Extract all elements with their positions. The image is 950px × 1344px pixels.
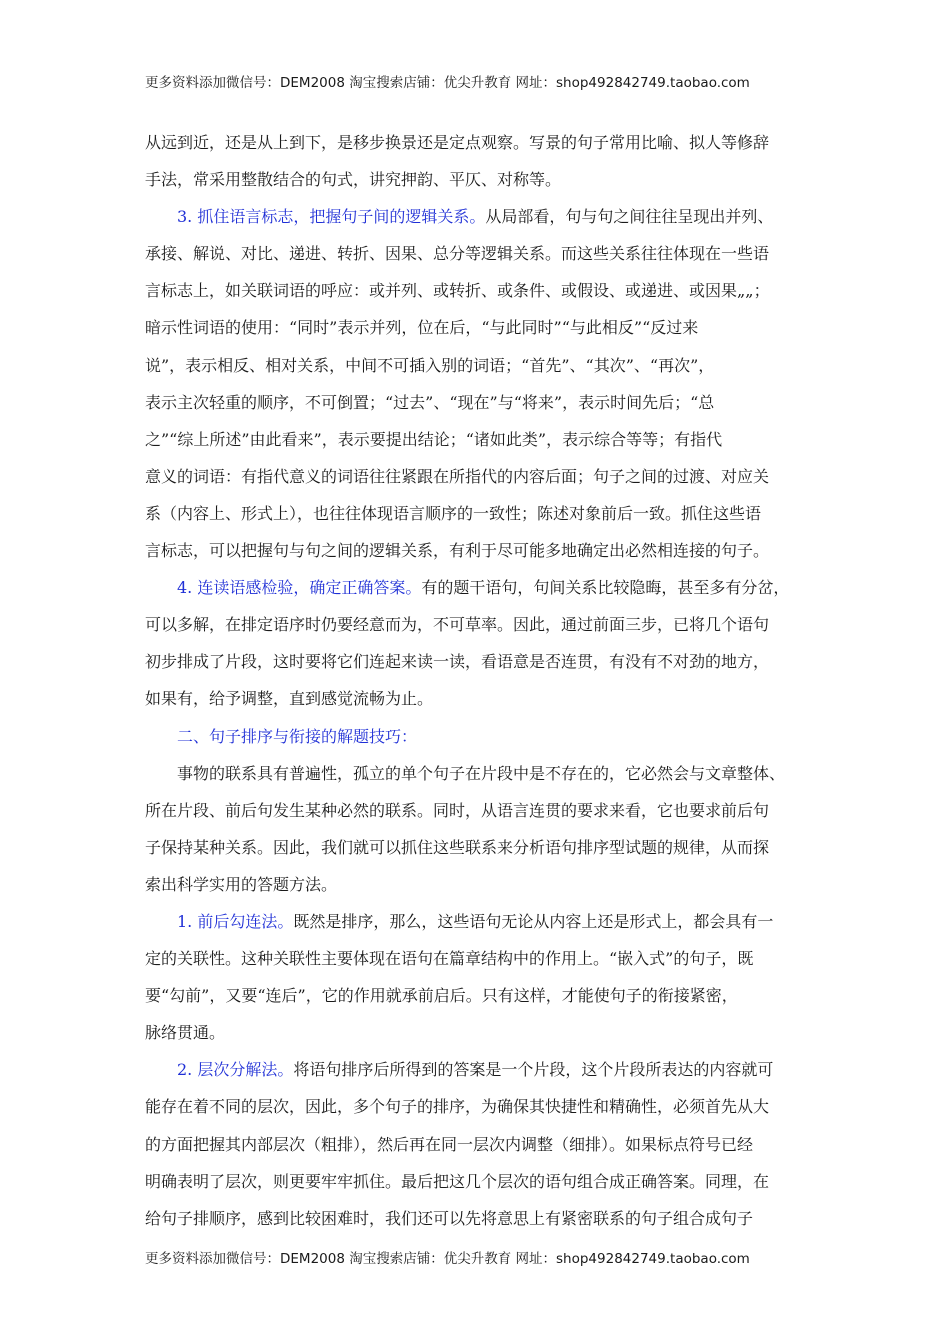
line-text: 能存在着不同的层次，因此，多个句子的排序，为确保其快捷性和精确性，必须首先从大: [145, 1097, 770, 1117]
text-line: [145, 384, 807, 421]
text-line: [145, 1014, 807, 1051]
section-heading: 4. 连读语感检验，确定正确答案。: [177, 578, 422, 598]
line-text: 说”，表示相反、相对关系，中间不可插入别的词语；“首先”、“其次”、“再次”，: [145, 355, 715, 375]
text-line: [145, 309, 807, 346]
text-line: [145, 532, 807, 569]
text-line: [145, 755, 807, 792]
line-text: 明确表明了层次，则更要牢牢抓住。最后把这几个层次的语句组合成正确答案。同理，在: [145, 1171, 770, 1191]
section-heading: 1. 前后勾连法。: [177, 911, 294, 931]
line-text: 意义的词语：有指代意义的词语往往紧跟在所指代的内容后面；句子之间的过渡、对应关: [145, 466, 770, 486]
line-text: 从远到近，还是从上到下，是移步换景还是定点观察。写景的句子常用比喻、拟人等修辞: [145, 133, 770, 152]
text-line: [145, 198, 807, 235]
line-text: 既然是排序，那么，这些语句无论从内容上还是形式上，都会具有一: [293, 911, 774, 931]
line-text: 有的题干语句，句间关系比较隐晦，甚至多有分岔，: [421, 578, 790, 598]
text-line: [145, 1200, 807, 1237]
line-text: 所在片段、前后句发生某种必然的联系。同时，从语言连贯的要求来看，它也要求前后句: [145, 800, 770, 820]
text-line: [145, 347, 807, 384]
line-text: 表示主次轻重的顺序，不可倒置；“过去”、“现在”与“将来”，表示时间先后；“总: [145, 392, 715, 412]
text-line: [145, 124, 807, 161]
text-line: [145, 569, 807, 606]
line-text: 如果有，给予调整，直到感觉流畅为止。: [145, 689, 434, 709]
text-line: [145, 1088, 807, 1125]
text-line: [145, 272, 807, 309]
text-line: [145, 235, 807, 272]
text-line: [145, 718, 807, 755]
text-line: [145, 792, 807, 829]
text-line: [145, 680, 807, 717]
text-line: [145, 977, 807, 1014]
line-text: 系（内容上、形式上），也往往体现语言顺序的一致性；陈述对象前后一致。抓住这些语: [145, 503, 762, 523]
line-text: 言标志，可以把握句与句之间的逻辑关系，有利于尽可能多地确定出必然相连接的句子。: [145, 541, 770, 561]
line-text: 承接、解说、对比、递进、转折、因果、总分等逻辑关系。而这些关系往往体现在一些语: [145, 244, 770, 264]
line-text: 的方面把握其内部层次（粗排），然后再在同一层次内调整（细排）。如果标点符号已经: [145, 1134, 754, 1154]
text-line: [145, 1051, 807, 1088]
text-line: [145, 829, 807, 866]
text-line: [145, 1126, 807, 1163]
text-line: [145, 866, 807, 903]
section-heading: 二、句子排序与衔接的解题技巧：: [177, 726, 418, 746]
section-heading: 2. 层次分解法。: [177, 1060, 294, 1080]
line-text: 暗示性词语的使用：“同时”表示并列，位在后，“与此同时”“与此相反”“反过来: [145, 318, 699, 338]
line-text: 索出科学实用的答题方法。: [145, 874, 338, 894]
text-line: [145, 903, 807, 940]
text-line: [145, 1163, 807, 1200]
page-footer: 更多资料添加微信号：DEM2008 淘宝搜索店铺：优尖升教育 网址：shop492842749.taobao.com: [145, 1251, 750, 1267]
line-text: 给句子排顺序，感到比较困难时，我们还可以先将意思上有紧密联系的句子组合成句子: [145, 1208, 754, 1228]
line-text: 初步排成了片段，这时要将它们连起来读一读，看语意是否连贯，有没有不对劲的地方，: [145, 652, 770, 672]
page-header: 更多资料添加微信号：DEM2008 淘宝搜索店铺：优尖升教育 网址：shop492842749.taobao.com: [145, 75, 750, 91]
line-text: 将语句排序后所得到的答案是一个片段，这个片段所表达的内容就可: [293, 1060, 774, 1080]
line-text: 之”“综上所述”由此看来”，表示要提出结论；“诸如此类”，表示综合等等；有指代: [145, 429, 723, 449]
text-line: [145, 421, 807, 458]
line-text: 定的关联性。这种关联性主要体现在语句在篇章结构中的作用上。“嵌入式”的句子，既: [145, 949, 754, 969]
line-text: 脉络贯通。: [145, 1023, 226, 1043]
text-line: [145, 606, 807, 643]
text-line: [145, 458, 807, 495]
line-text: 事物的联系具有普遍性，孤立的单个句子在片段中是不存在的，它必然会与文章整体、: [177, 763, 786, 783]
document-body: [145, 124, 807, 1237]
text-line: [145, 643, 807, 680]
line-text: 言标志上，如关联词语的呼应：或并列、或转折、或条件、或假设、或递进、或因果„„；: [145, 281, 770, 301]
text-line: [145, 495, 807, 532]
text-line: [145, 161, 807, 198]
line-text: 可以多解，在排定语序时仍要经意而为，不可草率。因此，通过前面三步，已将几个语句: [145, 615, 770, 635]
line-text: 从局部看，句与句之间往往呈现出并列、: [485, 207, 774, 227]
text-line: [145, 940, 807, 977]
line-text: 手法，常采用整散结合的句式，讲究押韵、平仄、对称等。: [145, 170, 562, 190]
line-text: 要“勾前”，又要“连后”，它的作用就承前启后。只有这样，才能使句子的衔接紧密，: [145, 986, 738, 1006]
line-text: 子保持某种关系。因此，我们就可以抓住这些联系来分析语句排序型试题的规律，从而探: [145, 837, 770, 857]
section-heading: 3. 抓住语言标志，把握句子间的逻辑关系。: [177, 207, 486, 227]
